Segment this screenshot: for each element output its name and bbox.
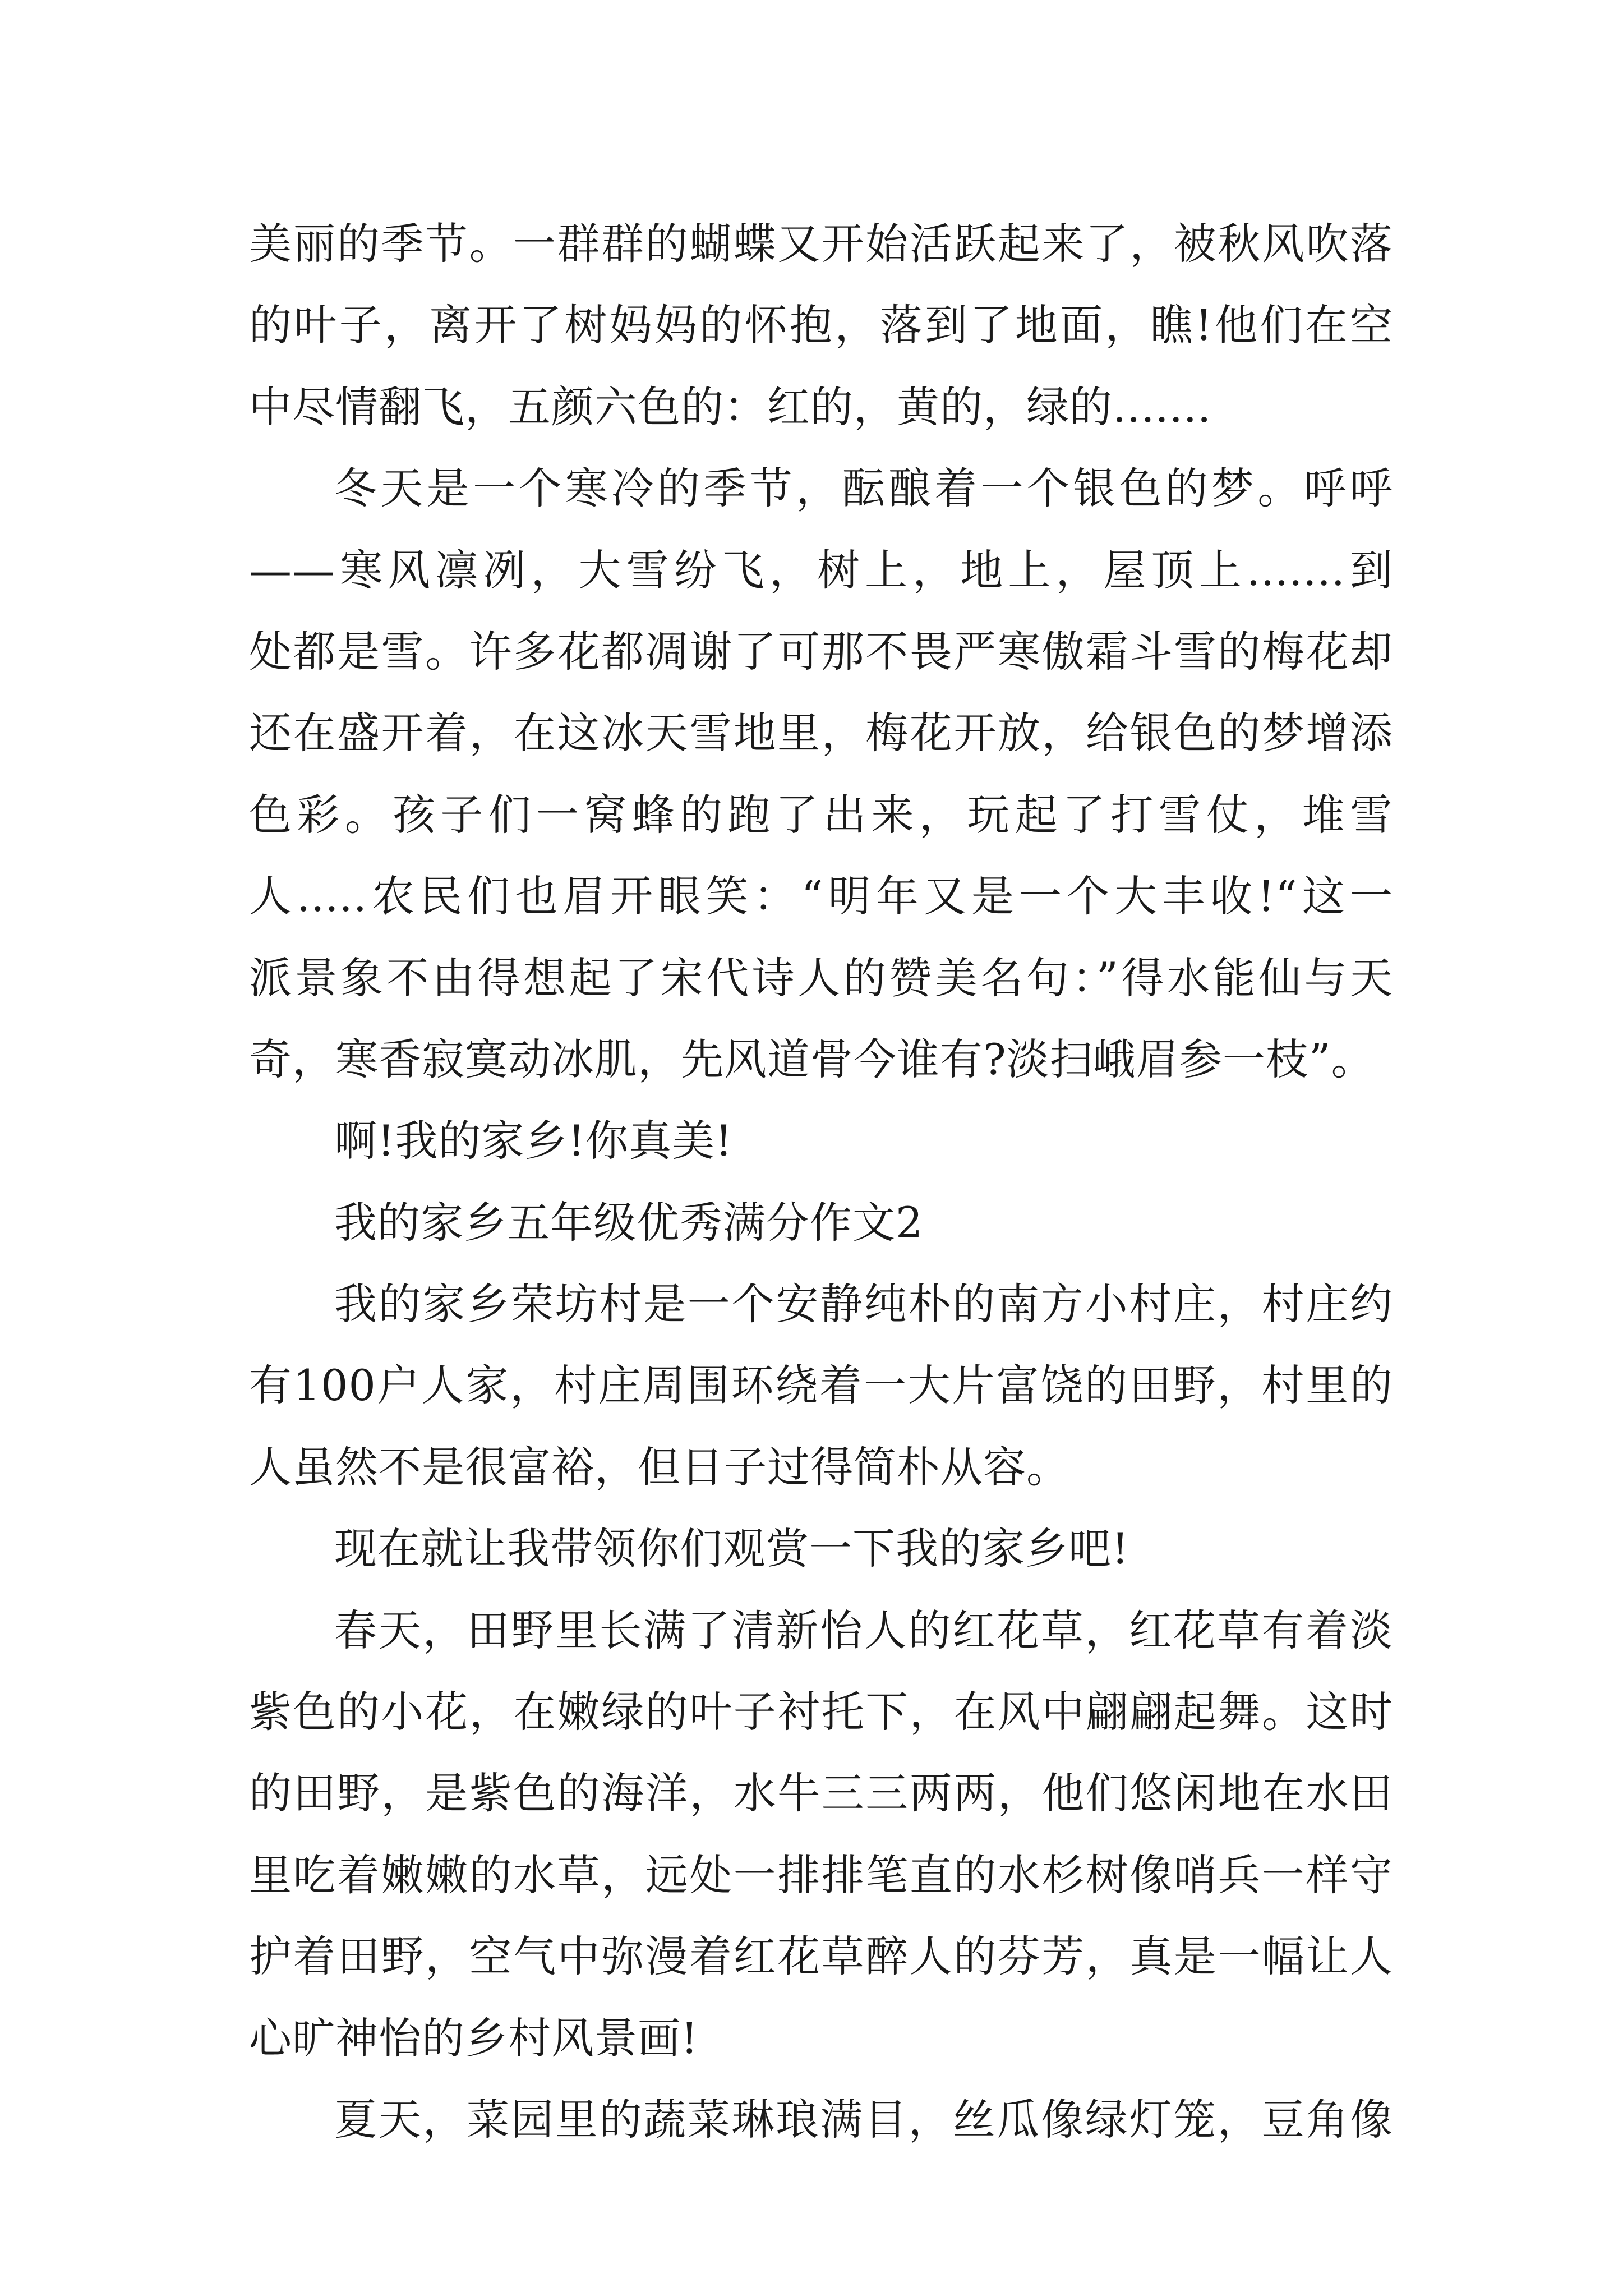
text-line: 奇，寒香寂寞动冰肌，先风道骨今谁有?淡扫峨眉参一枝”。 xyxy=(249,1034,1375,1084)
paragraph-first-line: 现在就让我带领你们观赏一下我的家乡吧! xyxy=(334,1524,1129,1574)
text-line: 护着田野，空气中弥漫着红花草醉人的芬芳，真是一幅让人 xyxy=(249,1931,1393,1982)
text-line: 里吃着嫩嫩的水草，远处一排排笔直的水杉树像哨兵一样守 xyxy=(249,1849,1393,1900)
paragraph-first-line: 冬天是一个寒冷的季节，酝酿着一个银色的梦。呼呼 xyxy=(334,463,1393,514)
paragraph-first-line: 春天，田野里长满了清新怡人的红花草，红花草有着淡 xyxy=(334,1605,1393,1655)
text-line: 还在盛开着，在这冰天雪地里，梅花开放，给银色的梦增添 xyxy=(249,708,1393,758)
text-line: ——寒风凛冽，大雪纷飞，树上，地上，屋顶上.......到 xyxy=(249,545,1393,595)
paragraph-first-line: 我的家乡荣坊村是一个安静纯朴的南方小村庄，村庄约 xyxy=(334,1279,1393,1329)
text-line: 的叶子，离开了树妈妈的怀抱，落到了地面，瞧!他们在空 xyxy=(249,300,1393,351)
text-line: 人.....农民们也眉开眼笑：“明年又是一个大丰收!“这一 xyxy=(249,871,1393,922)
text-line: 中尽情翻飞，五颜六色的：红的，黄的，绿的....... xyxy=(249,381,1212,432)
text-line: 紫色的小花，在嫩绿的叶子衬托下，在风中翩翩起舞。这时 xyxy=(249,1687,1393,1737)
text-line: 的田野，是紫色的海洋，水牛三三两两，他们悠闲地在水田 xyxy=(249,1768,1393,1819)
text-line: 色彩。孩子们一窝蜂的跑了出来，玩起了打雪仗，堆雪 xyxy=(249,789,1393,840)
text-line: 心旷神怡的乡村风景画! xyxy=(249,2013,699,2063)
paragraph-first-line: 夏天，菜园里的蔬菜琳琅满目，丝瓜像绿灯笼，豆角像 xyxy=(334,2094,1393,2145)
text-line: 人虽然不是很富裕，但日子过得简朴从容。 xyxy=(249,1442,1069,1492)
text-line: 派景象不由得想起了宋代诗人的赞美名句：”得水能仙与天 xyxy=(249,953,1393,1003)
text-line: 美丽的季节。一群群的蝴蝶又开始活跃起来了，被秋风吹落 xyxy=(249,219,1393,269)
paragraph-first-line: 啊!我的家乡!你真美! xyxy=(334,1116,733,1166)
text-line: 处都是雪。许多花都凋谢了可那不畏严寒傲霜斗雪的梅花却 xyxy=(249,626,1393,677)
text-line: 有100户人家，村庄周围环绕着一大片富饶的田野，村里的 xyxy=(249,1360,1393,1411)
section-title: 我的家乡五年级优秀满分作文2 xyxy=(334,1197,924,1248)
essay-body xyxy=(249,203,1393,2160)
